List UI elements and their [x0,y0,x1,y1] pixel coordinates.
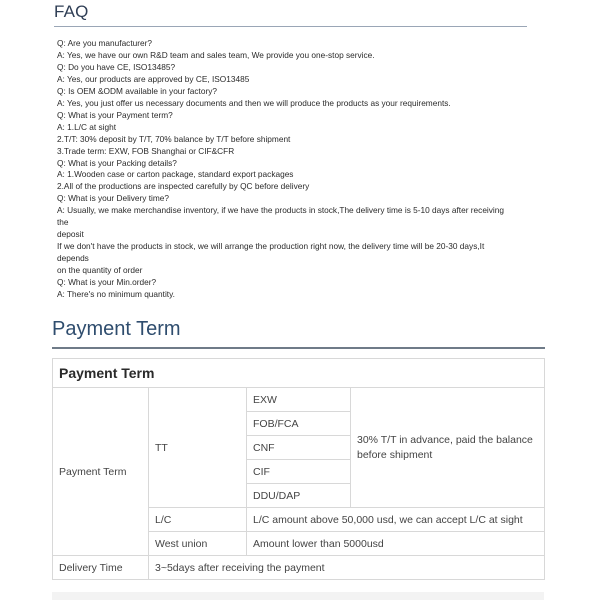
faq-line: depends [57,253,89,264]
faq-list [57,38,527,301]
lc-label: L/C [149,508,247,532]
payment-term-label: Payment Term [53,388,149,556]
west-union-note: Amount lower than 5000usd [247,532,545,556]
tt-label: TT [149,388,247,508]
delivery-time-note: 3~5days after receiving the payment [149,556,545,580]
faq-line: A: Yes, our products are approved by CE, ISO13485 [57,73,250,84]
faq-line: deposit [57,229,84,240]
trade-term-cell: DDU/DAP [247,484,351,508]
west-union-label: West union [149,532,247,556]
faq-heading: FAQ [54,2,89,21]
faq-line: A: Usually, we make merchandise inventory, if we have the products in stock,The delivery time is 5-10 days after receiving [57,205,504,216]
faq-line: A: Yes, you just offer us necessary documents and then we will produce the products as your requirements. [57,97,451,108]
faq-line: A: 1.L/C at sight [57,121,117,132]
faq-line: A: 1.Wooden case or carton package, standard export packages [57,169,294,180]
faq-line: Q: Are you manufacturer? [57,38,153,48]
faq-line: 2.T/T: 30% deposit by T/T, 70% balance by T/T before shipment [57,133,291,144]
bottom-fade [52,592,544,600]
trade-term-cell: FOB/FCA [247,412,351,436]
faq-line: Q: What is your Packing details? [57,157,177,168]
faq-line: If we don't have the products in stock, we will arrange the production right now, the delivery time will be 20-30 days,It [57,241,485,252]
faq-line: on the quantity of order [57,265,143,276]
faq-line: Q: Do you have CE, ISO13485? [57,61,176,72]
faq-line: A: There's no minimum quantity. [57,289,175,300]
faq-line: Q: What is your Payment term? [57,109,173,120]
payment-divider [52,347,545,349]
faq-line: Q: What is your Delivery time? [57,193,170,204]
trade-term-cell: EXW [247,388,351,412]
trade-term-cell: CNF [247,436,351,460]
faq-line: A: Yes, we have our own R&D team and sales team, We provide you one-stop service. [57,49,375,60]
lc-note: L/C amount above 50,000 usd, we can accept L/C at sight [247,508,545,532]
faq-line: Q: Is OEM &ODM available in your factory? [57,85,217,96]
payment-heading: Payment Term [52,318,181,340]
faq-line: the [57,217,69,228]
faq-line: Q: What is your Min.order? [57,277,157,288]
delivery-time-label: Delivery Time [53,556,149,580]
trade-term-cell: CIF [247,460,351,484]
faq-divider [54,26,527,27]
faq-line: 3.Trade term: EXW, FOB Shanghai or CIF&CFR [57,145,235,156]
payment-table [52,358,545,580]
tt-note: 30% T/T in advance, paid the balance before shipment [351,388,545,508]
payment-table-title: Payment Term [53,359,545,388]
faq-line: 2.All of the productions are inspected carefully by QC before delivery [57,181,310,192]
